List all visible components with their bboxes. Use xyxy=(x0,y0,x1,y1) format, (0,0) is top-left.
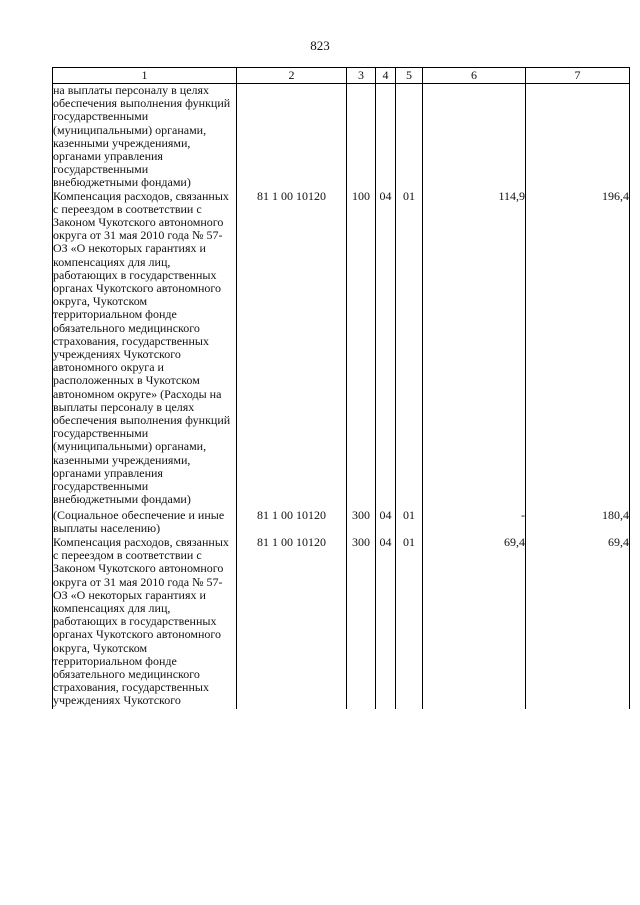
row-pr: 01 xyxy=(396,536,423,709)
col-header-6: 6 xyxy=(423,68,526,84)
page-number: 823 xyxy=(310,38,330,53)
table-row xyxy=(53,190,630,509)
row-pr xyxy=(396,84,423,190)
col-header-4: 4 xyxy=(376,68,396,84)
row-description: Компенсация расходов, связанных с переездом в соответствии с Законом Чукотского автономного округа от 31 мая 2010 года № 57-ОЗ «О некоторых гарантиях и компенсациях для лиц, работающих в государственных органах Чукотского автономного округа, Чукотском территориальном фонде обязательного медицинского страхования, государственных учреждениях Чукотского xyxy=(53,536,237,709)
row-rz: 04 xyxy=(376,509,396,536)
row-code xyxy=(237,84,347,190)
row-sum-2 xyxy=(526,84,630,190)
row-vr: 300 xyxy=(347,509,376,536)
col-header-3: 3 xyxy=(347,68,376,84)
col-header-1: 1 xyxy=(53,68,237,84)
row-vr xyxy=(347,84,376,190)
row-code: 81 1 00 10120 xyxy=(237,536,347,709)
row-sum-2: 196,4 xyxy=(526,190,630,509)
row-sum-2: 180,4 xyxy=(526,509,630,536)
row-rz: 04 xyxy=(376,190,396,509)
row-vr: 100 xyxy=(347,190,376,509)
row-sum-2: 69,4 xyxy=(526,536,630,709)
row-sum-1 xyxy=(423,84,526,190)
row-rz xyxy=(376,84,396,190)
row-pr: 01 xyxy=(396,190,423,509)
row-sum-1: 114,9 xyxy=(423,190,526,509)
row-code: 81 1 00 10120 xyxy=(237,509,347,536)
header-row xyxy=(53,68,630,84)
table-row xyxy=(53,536,630,709)
budget-table xyxy=(52,67,630,709)
row-sum-1: - xyxy=(423,509,526,536)
row-description: (Социальное обеспечение и иные выплаты населению) xyxy=(53,509,237,536)
col-header-5: 5 xyxy=(396,68,423,84)
table-row xyxy=(53,84,630,190)
row-description: Компенсация расходов, связанных с переездом в соответствии с Законом Чукотского автономного округа от 31 мая 2010 года № 57-ОЗ «О некоторых гарантиях и компенсациях для лиц, работающих в государственных органах Чукотского автономного округа, Чукотском территориальном фонде обязательного медицинского страхования, государственных учреждениях Чукотского автономного округа и расположенных в Чукотском автономном округе» (Расходы на выплаты персоналу в целях обеспечения выполнения функций государственными (муниципальными) органами, казенными учреждениями, органами управления государственными внебюджетными фондами) xyxy=(53,190,237,509)
row-pr: 01 xyxy=(396,509,423,536)
row-description: на выплаты персоналу в целях обеспечения выполнения функций государственными (муниципальными) органами, казенными учреждениями, органами управления государственными внебюджетными фондами) xyxy=(53,84,237,190)
row-sum-1: 69,4 xyxy=(423,536,526,709)
col-header-7: 7 xyxy=(526,68,630,84)
row-code: 81 1 00 10120 xyxy=(237,190,347,509)
table-row xyxy=(53,509,630,536)
col-header-2: 2 xyxy=(237,68,347,84)
row-rz: 04 xyxy=(376,536,396,709)
row-vr: 300 xyxy=(347,536,376,709)
